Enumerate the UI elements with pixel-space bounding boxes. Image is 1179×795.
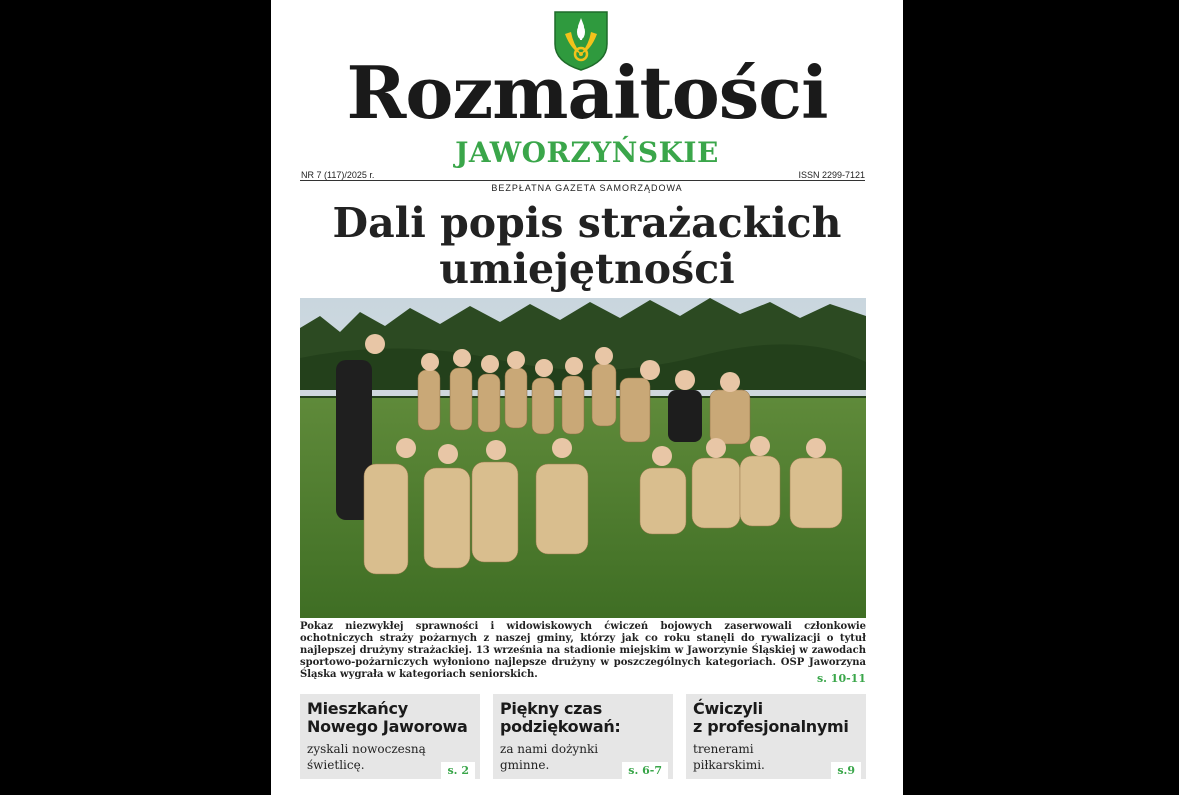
teaser-page-number[interactable]: s. 6-7 <box>622 762 668 779</box>
teaser-nowy-jaworow[interactable] <box>300 694 480 779</box>
lead-page-reference[interactable]: s. 10-11 <box>816 672 866 685</box>
teaser-title-line: Nowego Jaworowa <box>307 717 468 736</box>
headline-line-2: umiejętności <box>439 245 735 293</box>
teaser-title <box>307 700 479 736</box>
teaser-dozynki[interactable] <box>493 694 673 779</box>
newspaper-front-page <box>271 0 903 795</box>
headline-line-1: Dali popis strażackich <box>332 199 842 247</box>
teaser-title-line: podziękowań: <box>500 717 621 736</box>
teaser-title-line: Mieszkańcy <box>307 699 408 718</box>
issn: ISSN 2299-7121 <box>798 170 865 180</box>
teaser-subtitle-line: świetlicę. <box>307 758 365 772</box>
teaser-title-line: z profesjonalnymi <box>693 717 849 736</box>
masthead-title: Rozmaitości <box>346 50 828 135</box>
teaser-title-line: Piękny czas <box>500 699 602 718</box>
teaser-subtitle-line: gminne. <box>500 758 550 772</box>
teaser-subtitle <box>693 741 765 773</box>
masthead-subtitle: JAWORZYŃSKIE <box>455 136 719 169</box>
photo-caption: Pokaz niezwykłej sprawności i widowiskowych ćwiczeń bojowych zaserwowali członkowie ochotniczych straży pożarnych z naszej gminy, którzy jak co roku stanęli do rywalizacji o tytuł najlepszej drużyny strażackiej. 13 września na stadionie miejskim w Jaworzynie Śląskiej w zawodach sportowo-pożarniczych wyłoniono najlepsze drużyny w poszczególnych kategoriach. OSP Jaworzyna Śląska wygrała w kategoriach seniorskich. <box>300 621 866 680</box>
teaser-title <box>693 700 865 736</box>
teaser-trenerzy[interactable] <box>686 694 866 779</box>
lead-photo <box>300 298 866 618</box>
teaser-subtitle-line: zyskali nowoczesną <box>307 742 426 756</box>
tagline: BEZPŁATNA GAZETA SAMORZĄDOWA <box>491 183 683 193</box>
teaser-title-line: Ćwiczyli <box>693 699 763 718</box>
teaser-subtitle-line: trenerami <box>693 742 754 756</box>
teaser-subtitle <box>500 741 598 773</box>
teaser-subtitle <box>307 741 426 773</box>
teaser-title <box>500 700 672 736</box>
firefighters-team-photo <box>300 298 866 618</box>
teaser-subtitle-line: piłkarskimi. <box>693 758 765 772</box>
teaser-page-number[interactable]: s. 2 <box>441 762 475 779</box>
teaser-page-number[interactable]: s.9 <box>831 762 861 779</box>
issue-number: NR 7 (117)/2025 r. <box>301 170 375 180</box>
masthead-divider <box>300 180 865 181</box>
lead-headline <box>271 200 903 292</box>
teaser-subtitle-line: za nami dożynki <box>500 742 599 756</box>
